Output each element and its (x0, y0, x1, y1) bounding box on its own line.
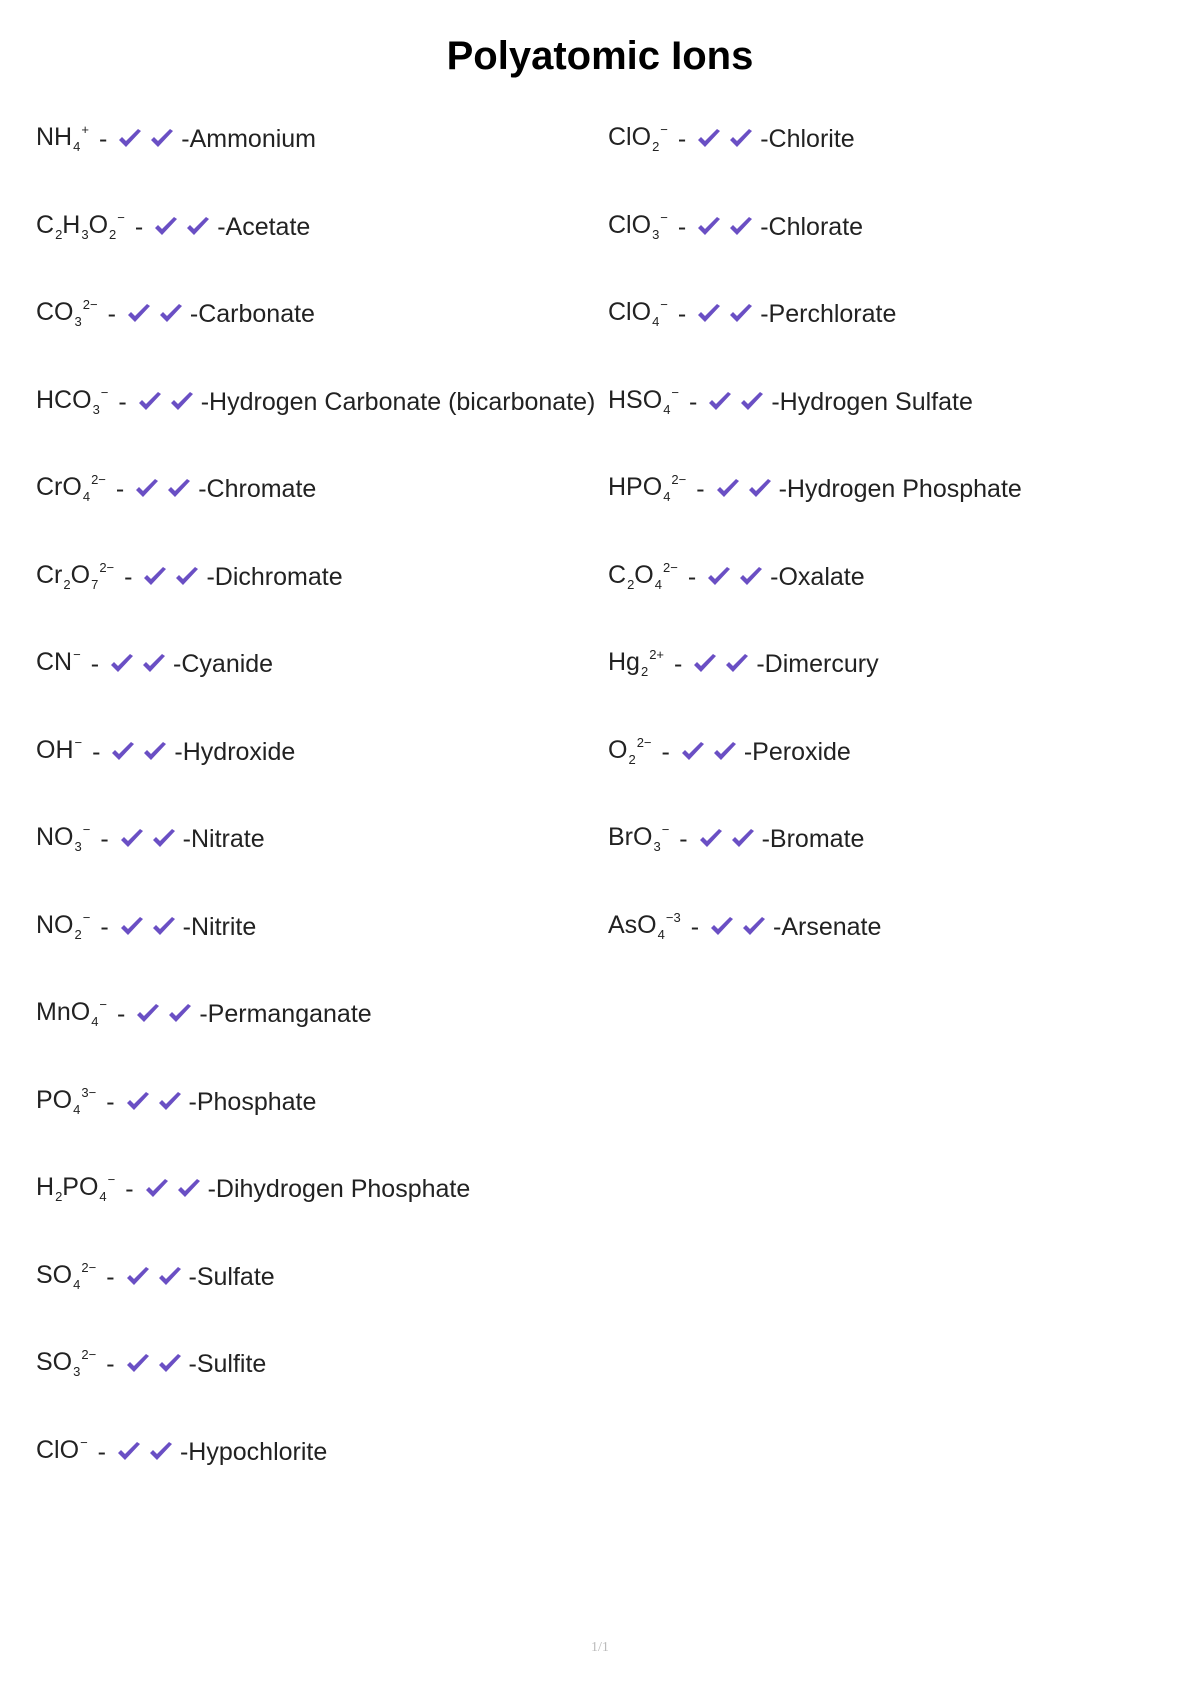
formula-subscript: 4 (663, 401, 671, 417)
separator-dash: - (115, 475, 125, 503)
checkmark-icon (712, 740, 738, 764)
ion-formula (36, 472, 106, 506)
page-title: Polyatomic Ions (446, 34, 754, 78)
formula-text: OH (36, 735, 74, 764)
formula-subscript: 3 (74, 839, 82, 854)
separator-dash: - (677, 125, 687, 153)
separator-dash: - (687, 562, 697, 591)
separator-dash: - (106, 1262, 115, 1291)
ion-formula (36, 997, 107, 1031)
ion-name: -Oxalate (770, 562, 865, 591)
formula-charge: − (117, 209, 125, 225)
formula-text: BrO (608, 823, 653, 851)
checkmark-icon (167, 1002, 193, 1026)
ion-formula (36, 735, 82, 769)
ion-formula (36, 1085, 96, 1119)
formula-text: MnO (36, 998, 91, 1026)
checkmark-icon (142, 740, 168, 764)
checkmark-icon (738, 565, 764, 589)
ion-name: -Dimercury (756, 650, 879, 678)
formula-text: SO (36, 1348, 73, 1376)
formula-charge: − (74, 734, 83, 750)
formula-text: HCO (36, 385, 92, 414)
ion-row (36, 1172, 470, 1206)
formula-text: O (70, 560, 91, 589)
formula-subscript: 4 (657, 926, 665, 942)
ion-name: -Sulfite (188, 1350, 267, 1378)
ion-row (36, 735, 295, 769)
checkmark-icon (157, 1090, 183, 1114)
separator-dash: - (118, 387, 127, 416)
checkmark-icon (698, 827, 724, 851)
separator-dash: - (679, 825, 688, 853)
checkmark-icon (142, 565, 168, 589)
separator-dash: - (124, 562, 133, 591)
ion-name: -Hydroxide (174, 737, 296, 766)
ion-row (36, 385, 595, 419)
ion-formula (608, 297, 668, 331)
formula-text: HSO (608, 385, 663, 414)
separator-dash: - (100, 825, 109, 853)
ion-name: -Hypochlorite (179, 1437, 328, 1466)
formula-text: CrO (36, 473, 82, 501)
formula-charge: 2− (81, 1259, 97, 1275)
formula-text: Hg (608, 648, 640, 676)
formula-charge: − (82, 822, 91, 837)
checkmark-icon (680, 740, 706, 764)
ion-row (608, 122, 855, 156)
formula-charge: − (107, 1172, 116, 1187)
ion-name: -Hydrogen Phosphate (778, 475, 1022, 503)
formula-charge: − (671, 384, 680, 400)
formula-subscript: 2 (74, 926, 82, 942)
separator-dash: - (100, 912, 109, 941)
ion-row (36, 297, 315, 331)
formula-text: SO (36, 1260, 73, 1289)
ion-formula (608, 647, 664, 681)
formula-subscript: 3 (73, 1364, 81, 1379)
separator-dash: - (106, 1350, 115, 1378)
formula-text: C (36, 210, 55, 239)
ion-formula (608, 385, 679, 419)
ion-formula (36, 297, 98, 331)
formula-charge: + (81, 122, 89, 137)
separator-dash: - (90, 650, 100, 678)
ion-name: -Phosphate (188, 1087, 317, 1116)
formula-subscript: 2 (55, 1189, 63, 1204)
ion-row (36, 1260, 275, 1294)
formula-charge: − (80, 1434, 88, 1450)
checkmark-icon (151, 915, 177, 939)
checkmark-icon (741, 915, 767, 939)
ion-formula (36, 1260, 96, 1294)
separator-dash: - (690, 912, 700, 941)
formula-charge: − (100, 384, 109, 400)
checkmark-icon (728, 215, 754, 239)
formula-text: NO (36, 823, 74, 851)
separator-dash: - (696, 475, 705, 503)
ion-row (36, 210, 310, 244)
page-number: 1/1 (591, 1640, 609, 1655)
ion-formula (36, 1435, 88, 1469)
ion-formula (36, 1172, 115, 1206)
formula-charge: − (99, 997, 108, 1012)
checkmark-icon (696, 302, 722, 326)
formula-subscript: 2 (109, 226, 117, 242)
checkmark-icon (119, 827, 145, 851)
checkmark-icon (728, 302, 754, 326)
ion-formula (36, 1347, 96, 1381)
ion-name: -Peroxide (743, 737, 851, 766)
checkmark-icon (730, 827, 756, 851)
formula-charge: − (661, 822, 670, 837)
separator-dash: - (107, 300, 116, 328)
checkmark-icon (185, 215, 211, 239)
formula-subscript: 4 (99, 1189, 107, 1204)
checkmark-icon (116, 1440, 142, 1464)
ion-formula (608, 210, 668, 244)
ion-name: -Hydrogen Sulfate (771, 387, 973, 416)
ion-formula (36, 122, 89, 156)
ion-name: -Arsenate (773, 912, 882, 941)
ion-row (36, 910, 256, 944)
ion-name: -Chlorate (760, 212, 864, 241)
ion-row (608, 472, 1022, 506)
formula-subscript: 4 (652, 314, 660, 329)
ion-row (608, 210, 863, 244)
checkmark-icon (739, 390, 765, 414)
formula-text: HPO (608, 473, 663, 501)
formula-text: O (608, 735, 628, 764)
formula-subscript: 4 (654, 576, 662, 592)
formula-subscript: 4 (73, 1101, 81, 1117)
ion-name: -Dichromate (206, 562, 343, 591)
ion-row (608, 647, 879, 681)
ion-row (608, 822, 864, 856)
formula-charge: −3 (665, 909, 681, 925)
checkmark-icon (151, 827, 177, 851)
formula-charge: 2− (81, 1347, 97, 1362)
checkmark-icon (137, 390, 163, 414)
formula-charge: 2− (91, 472, 106, 487)
separator-dash: - (98, 125, 108, 153)
formula-text: NO (36, 910, 74, 939)
separator-dash: - (125, 1175, 134, 1203)
checkmark-icon (135, 1002, 161, 1026)
checkmark-icon (724, 652, 750, 676)
ion-name: -Cyanide (173, 650, 274, 678)
checkmark-icon (153, 215, 179, 239)
checkmark-icon (125, 1265, 151, 1289)
separator-dash: - (661, 737, 670, 766)
ion-row (608, 297, 896, 331)
ion-formula (36, 385, 108, 419)
checkmark-icon (169, 390, 195, 414)
formula-subscript: 3 (74, 314, 82, 329)
formula-text: CO (36, 298, 74, 326)
ion-name: -Chlorite (760, 125, 855, 153)
separator-dash: - (106, 1087, 115, 1116)
checkmark-icon (696, 215, 722, 239)
ion-name: -Perchlorate (760, 300, 897, 328)
formula-charge: 2− (671, 472, 687, 487)
checkmark-icon (166, 477, 192, 501)
separator-dash: - (689, 387, 698, 416)
ion-name: -Dihydrogen Phosphate (207, 1175, 471, 1203)
ion-row (36, 560, 343, 594)
formula-subscript: 3 (92, 401, 100, 417)
ion-formula (608, 910, 681, 944)
ion-formula (608, 822, 669, 856)
ion-row (36, 647, 273, 681)
formula-text: H (36, 1173, 55, 1201)
checkmark-icon (696, 127, 722, 151)
formula-text: H (62, 210, 81, 239)
checkmark-icon (109, 652, 135, 676)
formula-subscript: 2 (55, 226, 63, 242)
formula-text: O (634, 560, 654, 589)
formula-charge: − (73, 647, 81, 662)
formula-text: ClO (608, 210, 652, 239)
checkmark-icon (144, 1177, 170, 1201)
formula-charge: − (82, 909, 91, 925)
checkmark-icon (148, 1440, 174, 1464)
checkmark-icon (176, 1177, 202, 1201)
formula-text: CN (36, 648, 73, 676)
checkmark-icon (117, 127, 143, 151)
checkmark-icon (126, 302, 152, 326)
ion-formula (608, 560, 678, 594)
formula-text: Cr (36, 560, 63, 589)
ion-name: -Carbonate (189, 300, 315, 328)
formula-subscript: 4 (73, 1276, 81, 1292)
ion-formula (36, 910, 90, 944)
ion-name: -Bromate (761, 825, 865, 853)
formula-text: PO (62, 1173, 99, 1201)
formula-charge: 2− (662, 559, 678, 575)
separator-dash: - (97, 1437, 106, 1466)
formula-subscript: 3 (81, 226, 89, 242)
ion-formula (36, 560, 114, 594)
ion-row (608, 385, 973, 419)
formula-subscript: 2 (628, 751, 636, 767)
formula-subscript: 2 (640, 664, 649, 679)
ion-formula (36, 210, 125, 244)
formula-subscript: 4 (663, 489, 671, 504)
checkmark-icon (158, 302, 184, 326)
checkmark-icon (110, 740, 136, 764)
checkmark-icon (728, 127, 754, 151)
separator-dash: - (134, 212, 144, 241)
ion-formula (36, 822, 90, 856)
ion-name: -Hydrogen Carbonate (bicarbonate) (200, 387, 596, 416)
checkmark-icon (174, 565, 200, 589)
formula-charge: 2− (636, 734, 652, 750)
formula-charge: 3− (81, 1084, 97, 1100)
ion-formula (608, 122, 668, 156)
checkmark-icon (692, 652, 718, 676)
ion-row (36, 1085, 316, 1119)
formula-subscript: 4 (82, 489, 91, 504)
formula-subscript: 7 (91, 576, 99, 592)
formula-subscript: 2 (63, 576, 71, 592)
checkmark-icon (141, 652, 167, 676)
ion-formula (36, 647, 81, 681)
separator-dash: - (677, 300, 687, 328)
formula-text: PO (36, 1085, 73, 1114)
ion-name: -Acetate (217, 212, 311, 241)
formula-text: ClO (608, 123, 652, 151)
formula-charge: − (660, 122, 668, 137)
ion-row (36, 822, 265, 856)
formula-subscript: 2 (627, 576, 635, 592)
ion-formula (608, 735, 652, 769)
ion-name: -Ammonium (181, 125, 317, 153)
formula-text: ClO (608, 298, 652, 326)
separator-dash: - (117, 1000, 126, 1028)
separator-dash: - (677, 212, 687, 241)
checkmark-icon (709, 915, 735, 939)
formula-charge: 2− (99, 559, 115, 575)
checkmark-icon (747, 477, 773, 501)
ion-name: -Sulfate (188, 1262, 275, 1291)
formula-charge: − (660, 209, 668, 225)
checkmark-icon (157, 1265, 183, 1289)
ion-formula (608, 472, 686, 506)
ion-row (608, 910, 881, 944)
formula-text: NH (36, 123, 73, 151)
checkmark-icon (125, 1090, 151, 1114)
formula-charge: − (660, 297, 668, 312)
formula-subscript: 3 (652, 226, 660, 242)
checkmark-icon (157, 1352, 183, 1376)
ion-row (608, 735, 851, 769)
ion-row (36, 472, 316, 506)
checkmark-icon (134, 477, 160, 501)
formula-subscript: 4 (91, 1014, 99, 1029)
ion-row (36, 997, 372, 1031)
ion-name: -Nitrite (182, 912, 257, 941)
checkmark-icon (125, 1352, 151, 1376)
formula-text: AsO (608, 910, 657, 939)
ion-row (36, 122, 316, 156)
formula-charge: 2+ (649, 647, 665, 662)
ion-row (36, 1347, 266, 1381)
checkmark-icon (715, 477, 741, 501)
ion-row (36, 1435, 327, 1469)
separator-dash: - (92, 737, 101, 766)
ion-row (608, 560, 865, 594)
checkmark-icon (707, 390, 733, 414)
formula-charge: 2− (82, 297, 98, 312)
ion-name: -Permanganate (199, 1000, 372, 1028)
formula-text: ClO (36, 1435, 80, 1464)
checkmark-icon (149, 127, 175, 151)
checkmark-icon (706, 565, 732, 589)
formula-subscript: 4 (73, 139, 81, 154)
ion-name: -Nitrate (182, 825, 265, 853)
formula-text: O (88, 210, 109, 239)
ion-name: -Chromate (198, 475, 317, 503)
formula-subscript: 2 (652, 139, 660, 154)
separator-dash: - (674, 650, 683, 678)
formula-subscript: 3 (653, 839, 661, 854)
checkmark-icon (119, 915, 145, 939)
formula-text: C (608, 560, 627, 589)
